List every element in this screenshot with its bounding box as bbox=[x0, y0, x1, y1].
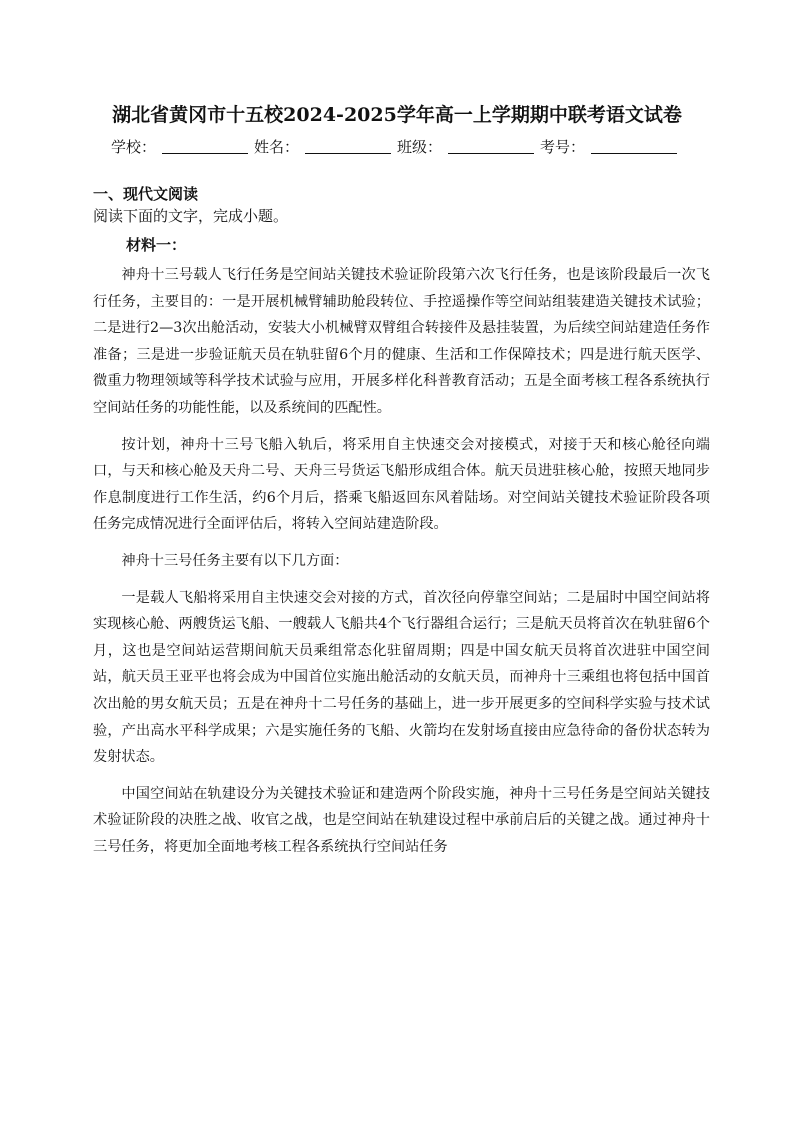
passage-paragraph: 神舟十三号载人飞行任务是空间站关键技术验证阶段第六次飞行任务，也是该阶段最后一次飞行任务，主要目的：一是开展机械臂辅助舱段转位、手控遥操作等空间站组装建造关键技术试验；二是进行2—3次出舱活动，安装大小机械臂双臂组合转接件及悬挂装置，为后续空间站建造任务作准备；三是进一步验证航天员在轨驻留6个月的健康、生活和工作保障技术；四是进行航天医学、微重力物理领域等科学技术试验与应用，开展多样化科普教育活动；五是全面考核工程各系统执行空间站任务的功能性能，以及系统间的匹配性。 bbox=[93, 267, 710, 416]
name-field bbox=[254, 138, 393, 156]
school-label: 学校： bbox=[110, 138, 156, 156]
class-field bbox=[397, 138, 536, 156]
class-label: 班级： bbox=[397, 138, 443, 156]
exam-number-label: 考号： bbox=[540, 138, 586, 156]
reading-passage bbox=[93, 262, 710, 870]
school-field bbox=[111, 138, 250, 156]
exam-title: 湖北省黄冈市十五校2024-2025学年高一上学期期中联考语文试卷 bbox=[112, 104, 682, 126]
passage-paragraph: 神舟十三号任务主要有以下几方面： bbox=[121, 552, 349, 569]
class-blank[interactable] bbox=[448, 139, 534, 154]
name-blank[interactable] bbox=[305, 139, 391, 154]
name-label: 姓名： bbox=[253, 138, 299, 156]
passage-paragraph: 按计划，神舟十三号飞船入轨后，将采用自主快速交会对接模式，对接于天和核心舱径向端口，与天和核心舱及天舟二号、天舟三号货运飞船形成组合体。航天员进驻核心舱，按照天地同步作息制度进行工作生活，约6个月后，搭乘飞船返回东风着陆场。对空间站关键技术验证阶段各项任务完成情况进行全面评估后，将转入空间站建造阶段。 bbox=[93, 436, 710, 533]
passage-paragraph: 一是载人飞船将采用自主快速交会对接的方式，首次径向停靠空间站；二是届时中国空间站将实现核心舱、两艘货运飞船、一艘载人飞船共4个飞行器组合运行；三是航天员将首次在轨驻留6个月，这也是空间站运营期间航天员乘组常态化驻留周期；四是中国女航天员将首次进驻中国空间站，航天员王亚平也将会成为中国首位实施出舱活动的女航天员，而神舟十三乘组也将包括中国首次出舱的男女航天员；五是在神舟十二号任务的基础上，进一步开展更多的空间科学实验与技术试验，产出高水平科学成果；六是实施任务的飞船、火箭均在发射场直接由应急待命的备份状态转为发射状态。 bbox=[93, 589, 710, 766]
exam-number-blank[interactable] bbox=[591, 139, 677, 154]
section-heading: 一、现代文阅读 bbox=[93, 185, 199, 203]
material-label: 材料一： bbox=[126, 236, 187, 254]
school-blank[interactable] bbox=[162, 139, 248, 154]
exam-number-field bbox=[540, 138, 679, 156]
student-info-line bbox=[0, 136, 794, 157]
section-instruction: 阅读下面的文字，完成小题。 bbox=[93, 207, 289, 225]
passage-paragraph: 中国空间站在轨建设分为关键技术验证和建造两个阶段实施，神舟十三号任务是空间站关键技术验证阶段的决胜之战、收官之战，也是空间站在轨建设过程中承前启后的关键之战。通过神舟十三号任务，将更加全面地考核工程各系统执行空间站任务 bbox=[93, 785, 710, 855]
